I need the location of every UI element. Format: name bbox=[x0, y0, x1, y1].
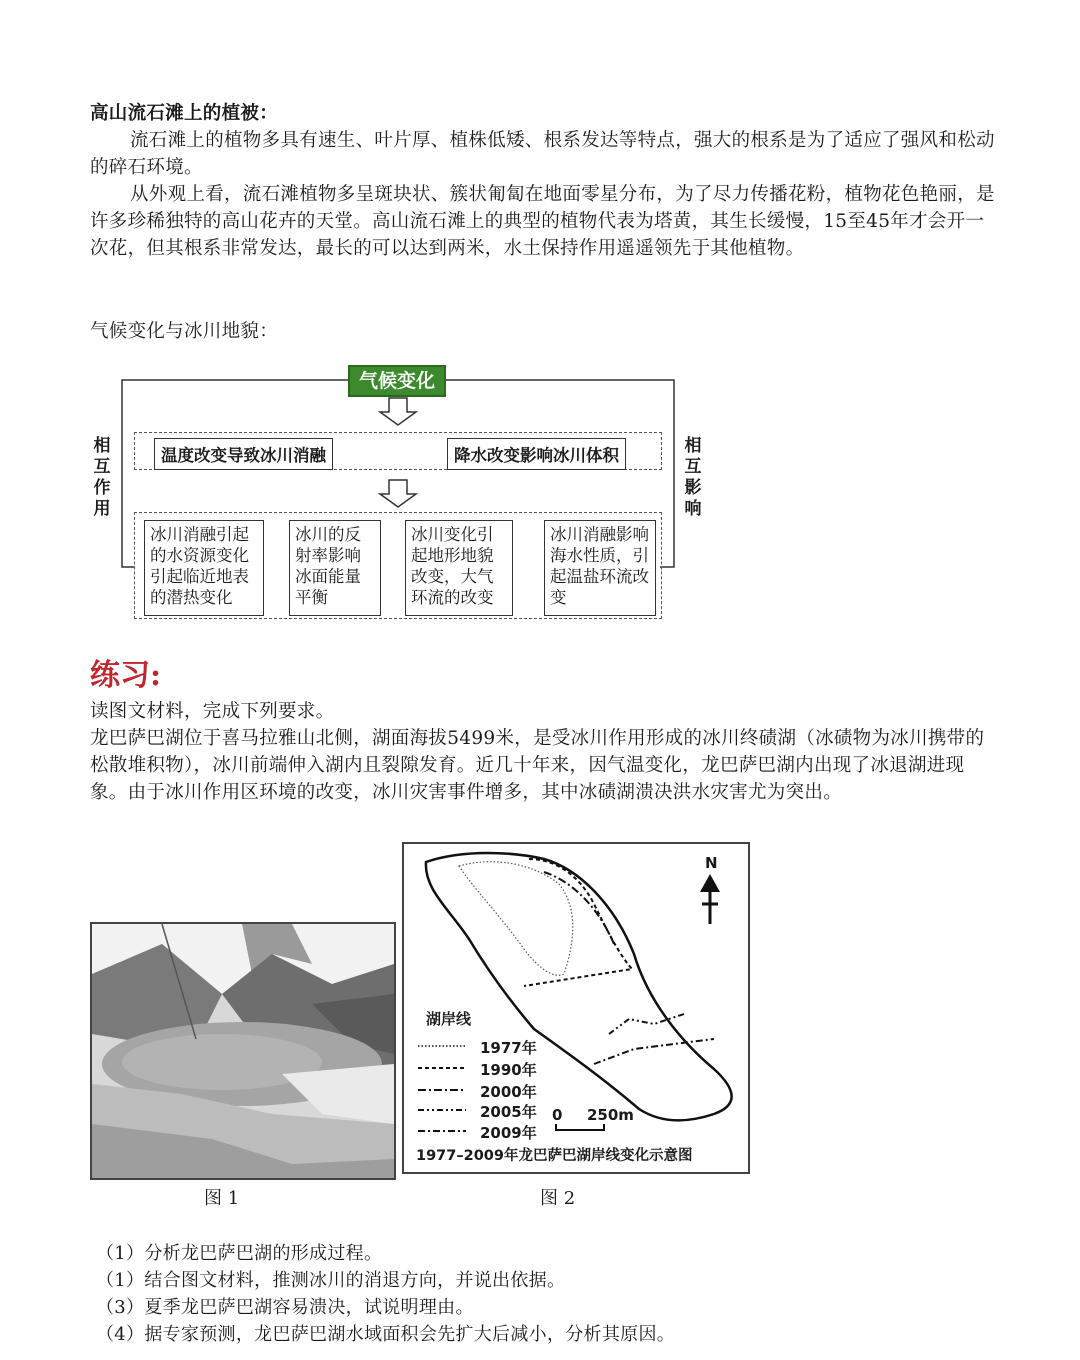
figure-2-caption: 图 2 bbox=[540, 1188, 576, 1209]
exercise-heading: 练习: bbox=[90, 658, 162, 693]
north-label: N bbox=[705, 854, 718, 872]
climate-glacier-diagram bbox=[90, 362, 720, 626]
figure-2-map bbox=[402, 842, 750, 1174]
effect-ocean: 冰川消融影响海水性质，引起温盐环流改变 bbox=[544, 520, 656, 616]
climate-change-box: 气候变化 bbox=[348, 365, 446, 397]
shoreline-1977 bbox=[459, 862, 573, 976]
question-2: （1）结合图文材料，推测冰川的消退方向，并说出依据。 bbox=[96, 1270, 566, 1291]
exercise-intro: 读图文材料，完成下列要求。 bbox=[90, 701, 335, 722]
section-title-vegetation: 高山流石滩上的植被： bbox=[90, 103, 279, 124]
cause-temperature: 温度改变导致冰川消融 bbox=[154, 438, 333, 470]
shoreline-2005 bbox=[609, 1014, 684, 1034]
figure-1-caption: 图 1 bbox=[204, 1188, 240, 1209]
legend-2005: 2005年 bbox=[480, 1103, 537, 1121]
legend-title: 湖岸线 bbox=[426, 1010, 472, 1028]
figure-1-photo bbox=[90, 922, 396, 1180]
lake-photo-illustration bbox=[92, 924, 394, 1178]
question-4: （4）据专家预测，龙巴萨巴湖水域面积会先扩大后减小，分析其原因。 bbox=[96, 1324, 676, 1345]
paragraph-appearance: 从外观上看，流石滩植物多呈斑块状、簇状匍匐在地面零星分布，为了尽力传播花粉，植物花色艳丽，是许多珍稀独特的高山花卉的天堂。高山流石滩上的典型的植物代表为塔黄，其生长缓慢，15至45年才会开一次花，但其根系非常发达，最长的可以达到两米，水土保持作用遥遥领先于其他植物。 bbox=[90, 184, 995, 259]
effect-albedo: 冰川的反射率影响冰面能量平衡 bbox=[289, 520, 381, 616]
exercise-material: 龙巴萨巴湖位于喜马拉雅山北侧，湖面海拔5499米，是受冰川作用形成的冰川终碛湖（冰碛物为冰川携带的松散堆积物），冰川前端伸入湖内且裂隙发育。近几十年来，因气温变化，龙巴萨巴湖内出现了冰退湖进现象。由于冰川作用区环境的改变，冰川灾害事件增多，其中冰碛湖溃决洪水灾害尤为突出。 bbox=[90, 728, 985, 803]
cause-precipitation: 降水改变影响冰川体积 bbox=[447, 438, 626, 470]
side-label-influence: 相互影响 bbox=[684, 436, 702, 519]
effect-landform: 冰川变化引起地形地貌改变，大气环流的改变 bbox=[405, 520, 513, 616]
effect-water-resource: 冰川消融引起的水资源变化引起临近地表的潜热变化 bbox=[144, 520, 264, 616]
scale-zero: 0 bbox=[552, 1106, 563, 1124]
section-title-climate: 气候变化与冰川地貌： bbox=[90, 321, 279, 342]
question-1: （1）分析龙巴萨巴湖的形成过程。 bbox=[96, 1243, 383, 1264]
legend-2009: 2009年 bbox=[480, 1124, 537, 1142]
lake-outline bbox=[426, 853, 732, 1120]
side-label-interaction: 相互作用 bbox=[93, 436, 111, 519]
map-title: 1977–2009年龙巴萨巴湖岸线变化示意图 bbox=[416, 1148, 693, 1164]
question-3: （3）夏季龙巴萨巴湖容易溃决，试说明理由。 bbox=[96, 1297, 474, 1318]
legend-1990: 1990年 bbox=[480, 1061, 537, 1079]
legend-2000: 2000年 bbox=[480, 1083, 537, 1101]
scale-length: 250m bbox=[587, 1106, 634, 1124]
legend-1977: 1977年 bbox=[480, 1039, 537, 1057]
paragraph-roots: 流石滩上的植物多具有速生、叶片厚、植株低矮、根系发达等特点，强大的根系是为了适应了强风和松动的碎石环境。 bbox=[90, 130, 995, 178]
